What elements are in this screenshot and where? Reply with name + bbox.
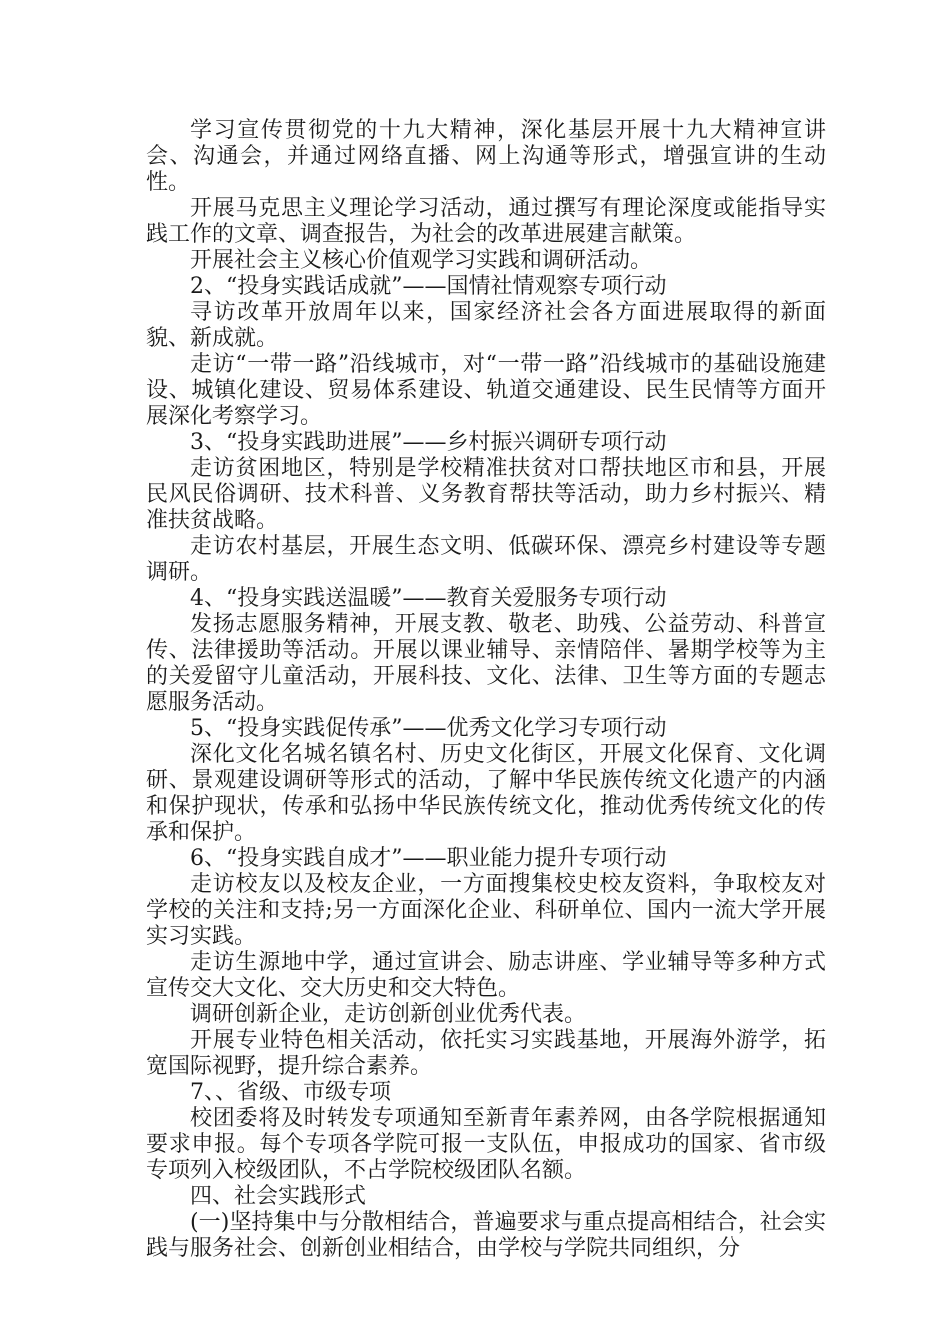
paragraph: 开展社会主义核心价值观学习实践和调研活动。 <box>190 248 653 273</box>
section-heading: 5、“投身实践促传承”——优秀文化学习专项行动 <box>190 716 667 741</box>
paragraph: 走访生源地中学，通过宣讲会、励志讲座、学业辅导等多种方式宣传交大文化、交大历史和交大特色。 <box>146 950 826 1001</box>
section-heading: 3、“投身实践助进展”——乡村振兴调研专项行动 <box>190 430 667 455</box>
paragraph: 学习宣传贯彻党的十九大精神，深化基层开展十九大精神宣讲会、沟通会，并通过网络直播、网上沟通等形式，增强宣讲的生动性。 <box>146 118 826 195</box>
paragraph: 深化文化名城名镇名村、历史文化街区，开展文化保育、文化调研、景观建设调研等形式的活动，了解中华民族传统文化遗产的内涵和保护现状，传承和弘扬中华民族传统文化，推动优秀传统文化的传承和保护。 <box>146 742 826 845</box>
paragraph: 发扬志愿服务精神，开展支教、敬老、助残、公益劳动、科普宣传、法律援助等活动。开展以课业辅导、亲情陪伴、暑期学校等为主的关爱留守儿童活动，开展科技、文化、法律、卫生等方面的专题志愿服务活动。 <box>146 612 826 715</box>
paragraph: 开展马克思主义理论学习活动，通过撰写有理论深度或能指导实践工作的文章、调查报告，为社会的改革进展建言献策。 <box>146 196 826 247</box>
section-heading: 4、“投身实践送温暖”——教育关爱服务专项行动 <box>190 586 667 611</box>
paragraph: 调研创新企业，走访创新创业优秀代表。 <box>190 1002 587 1027</box>
section-heading: 6、“投身实践自成才”——职业能力提升专项行动 <box>190 846 667 871</box>
section-heading: 2、“投身实践话成就”——国情社情观察专项行动 <box>190 274 667 299</box>
section-heading: 四、社会实践形式 <box>190 1184 367 1209</box>
paragraph: 走访校友以及校友企业，一方面搜集校史校友资料，争取校友对学校的关注和支持;另一方面深化企业、科研单位、国内一流大学开展实习实践。 <box>146 872 826 949</box>
section-heading: 7、、省级、市级专项 <box>190 1080 391 1105</box>
paragraph: (一)坚持集中与分散相结合，普遍要求与重点提高相结合，社会实践与服务社会、创新创业相结合，由学校与学院共同组织，分 <box>146 1210 826 1261</box>
paragraph: 校团委将及时转发专项通知至新青年素养网，由各学院根据通知要求申报。每个专项各学院可报一支队伍，申报成功的国家、省市级专项列入校级团队，不占学院校级团队名额。 <box>146 1106 826 1183</box>
document-body <box>146 118 826 1262</box>
paragraph: 开展专业特色相关活动，依托实习实践基地，开展海外游学，拓宽国际视野，提升综合素养。 <box>146 1028 826 1079</box>
paragraph: 走访贫困地区，特别是学校精准扶贫对口帮扶地区市和县，开展民风民俗调研、技术科普、义务教育帮扶等活动，助力乡村振兴、精准扶贫战略。 <box>146 456 826 533</box>
paragraph: 走访“一带一路”沿线城市，对“一带一路”沿线城市的基础设施建设、城镇化建设、贸易体系建设、轨道交通建设、民生民情等方面开展深化考察学习。 <box>146 352 826 429</box>
paragraph: 寻访改革开放周年以来，国家经济社会各方面进展取得的新面貌、新成就。 <box>146 300 826 351</box>
paragraph: 走访农村基层，开展生态文明、低碳环保、漂亮乡村建设等专题调研。 <box>146 534 826 585</box>
